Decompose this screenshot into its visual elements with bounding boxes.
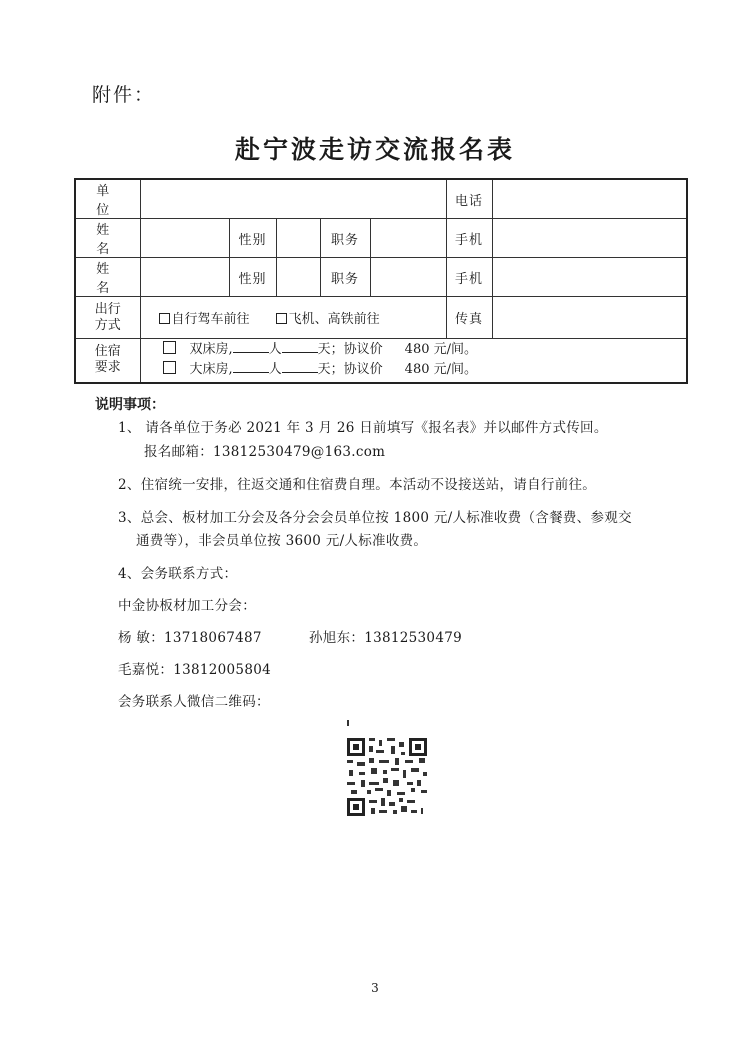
mobile-label: 手机 bbox=[446, 258, 492, 297]
checkbox-icon[interactable] bbox=[276, 313, 287, 324]
name-field[interactable] bbox=[140, 258, 229, 297]
people-blank[interactable] bbox=[233, 340, 269, 353]
note-item-3-cont: 通费等），非会员单位按 3600 元/人标准收费。 bbox=[136, 533, 428, 549]
qr-marker-top bbox=[347, 720, 349, 726]
phone-label: 电话 bbox=[446, 179, 492, 219]
position-label: 职务 bbox=[320, 258, 370, 297]
name-field[interactable] bbox=[140, 219, 229, 258]
fax-field[interactable] bbox=[492, 297, 687, 339]
gender-label: 性别 bbox=[229, 258, 276, 297]
days-blank[interactable] bbox=[282, 360, 318, 373]
unit-field[interactable] bbox=[140, 179, 446, 219]
gender-label: 性别 bbox=[229, 219, 276, 258]
travel-label: 出行方式 bbox=[75, 297, 140, 339]
note-email: 报名邮箱：13812530479@163.com bbox=[144, 444, 386, 460]
travel-option-drive[interactable]: 自行驾车前往 bbox=[159, 312, 250, 327]
position-field[interactable] bbox=[370, 258, 446, 297]
qr-finder-bottom-left bbox=[347, 798, 365, 816]
mobile-field[interactable] bbox=[492, 258, 687, 297]
contact-mao: 毛嘉悦：13812005804 bbox=[118, 662, 271, 678]
mobile-field[interactable] bbox=[492, 219, 687, 258]
position-field[interactable] bbox=[370, 219, 446, 258]
checkbox-icon[interactable] bbox=[159, 313, 170, 324]
fax-label: 传真 bbox=[446, 297, 492, 339]
contact-yang: 杨 敏：13718067487 bbox=[118, 630, 262, 646]
stay-option-king[interactable]: 大床房, 人 天；协议价 480 元/间。 bbox=[145, 360, 683, 380]
travel-option-train[interactable]: 飞机、高铁前往 bbox=[276, 312, 380, 327]
travel-options bbox=[140, 297, 446, 339]
mobile-label: 手机 bbox=[446, 219, 492, 258]
qr-marker-bottom bbox=[421, 808, 423, 814]
stay-options bbox=[140, 339, 687, 383]
name-label: 姓 名 bbox=[75, 219, 140, 258]
notes-title: 说明事项： bbox=[95, 397, 165, 413]
checkbox-icon[interactable] bbox=[163, 361, 176, 374]
note-item-4: 4、会务联系方式： bbox=[118, 566, 238, 582]
page-number: 3 bbox=[371, 981, 379, 995]
position-label: 职务 bbox=[320, 219, 370, 258]
stay-label: 住宿要求 bbox=[75, 339, 140, 383]
registration-form-table bbox=[74, 178, 688, 384]
unit-label: 单 位 bbox=[75, 179, 140, 219]
phone-field[interactable] bbox=[492, 179, 687, 219]
form-title: 赴宁波走访交流报名表 bbox=[234, 135, 515, 164]
qr-finder-top-left bbox=[347, 738, 365, 756]
people-blank[interactable] bbox=[233, 360, 269, 373]
checkbox-icon[interactable] bbox=[163, 341, 176, 354]
note-item-1: 1、 请各单位于务必 2021 年 3 月 26 日前填写《报名表》并以邮件方式传回。 bbox=[118, 420, 608, 436]
days-blank[interactable] bbox=[282, 340, 318, 353]
wechat-qr-label: 会务联系人微信二维码： bbox=[118, 694, 270, 710]
gender-field[interactable] bbox=[276, 219, 320, 258]
wechat-qr-code bbox=[343, 718, 431, 818]
stay-option-twin[interactable]: 双床房, 人 天；协议价 480 元/间。 bbox=[145, 340, 683, 360]
qr-finder-top-right bbox=[409, 738, 427, 756]
attachment-label: 附件： bbox=[92, 84, 156, 106]
gender-field[interactable] bbox=[276, 258, 320, 297]
organizer-name: 中金协板材加工分会： bbox=[118, 598, 256, 614]
note-item-3: 3、总会、板材加工分会及各分会会员单位按 1800 元/人标准收费（含餐费、参观交 bbox=[118, 510, 632, 526]
contact-sun: 孙旭东：13812530479 bbox=[309, 630, 462, 646]
note-item-2: 2、住宿统一安排，往返交通和住宿费自理。本活动不设接送站，请自行前往。 bbox=[118, 477, 597, 493]
name-label: 姓 名 bbox=[75, 258, 140, 297]
